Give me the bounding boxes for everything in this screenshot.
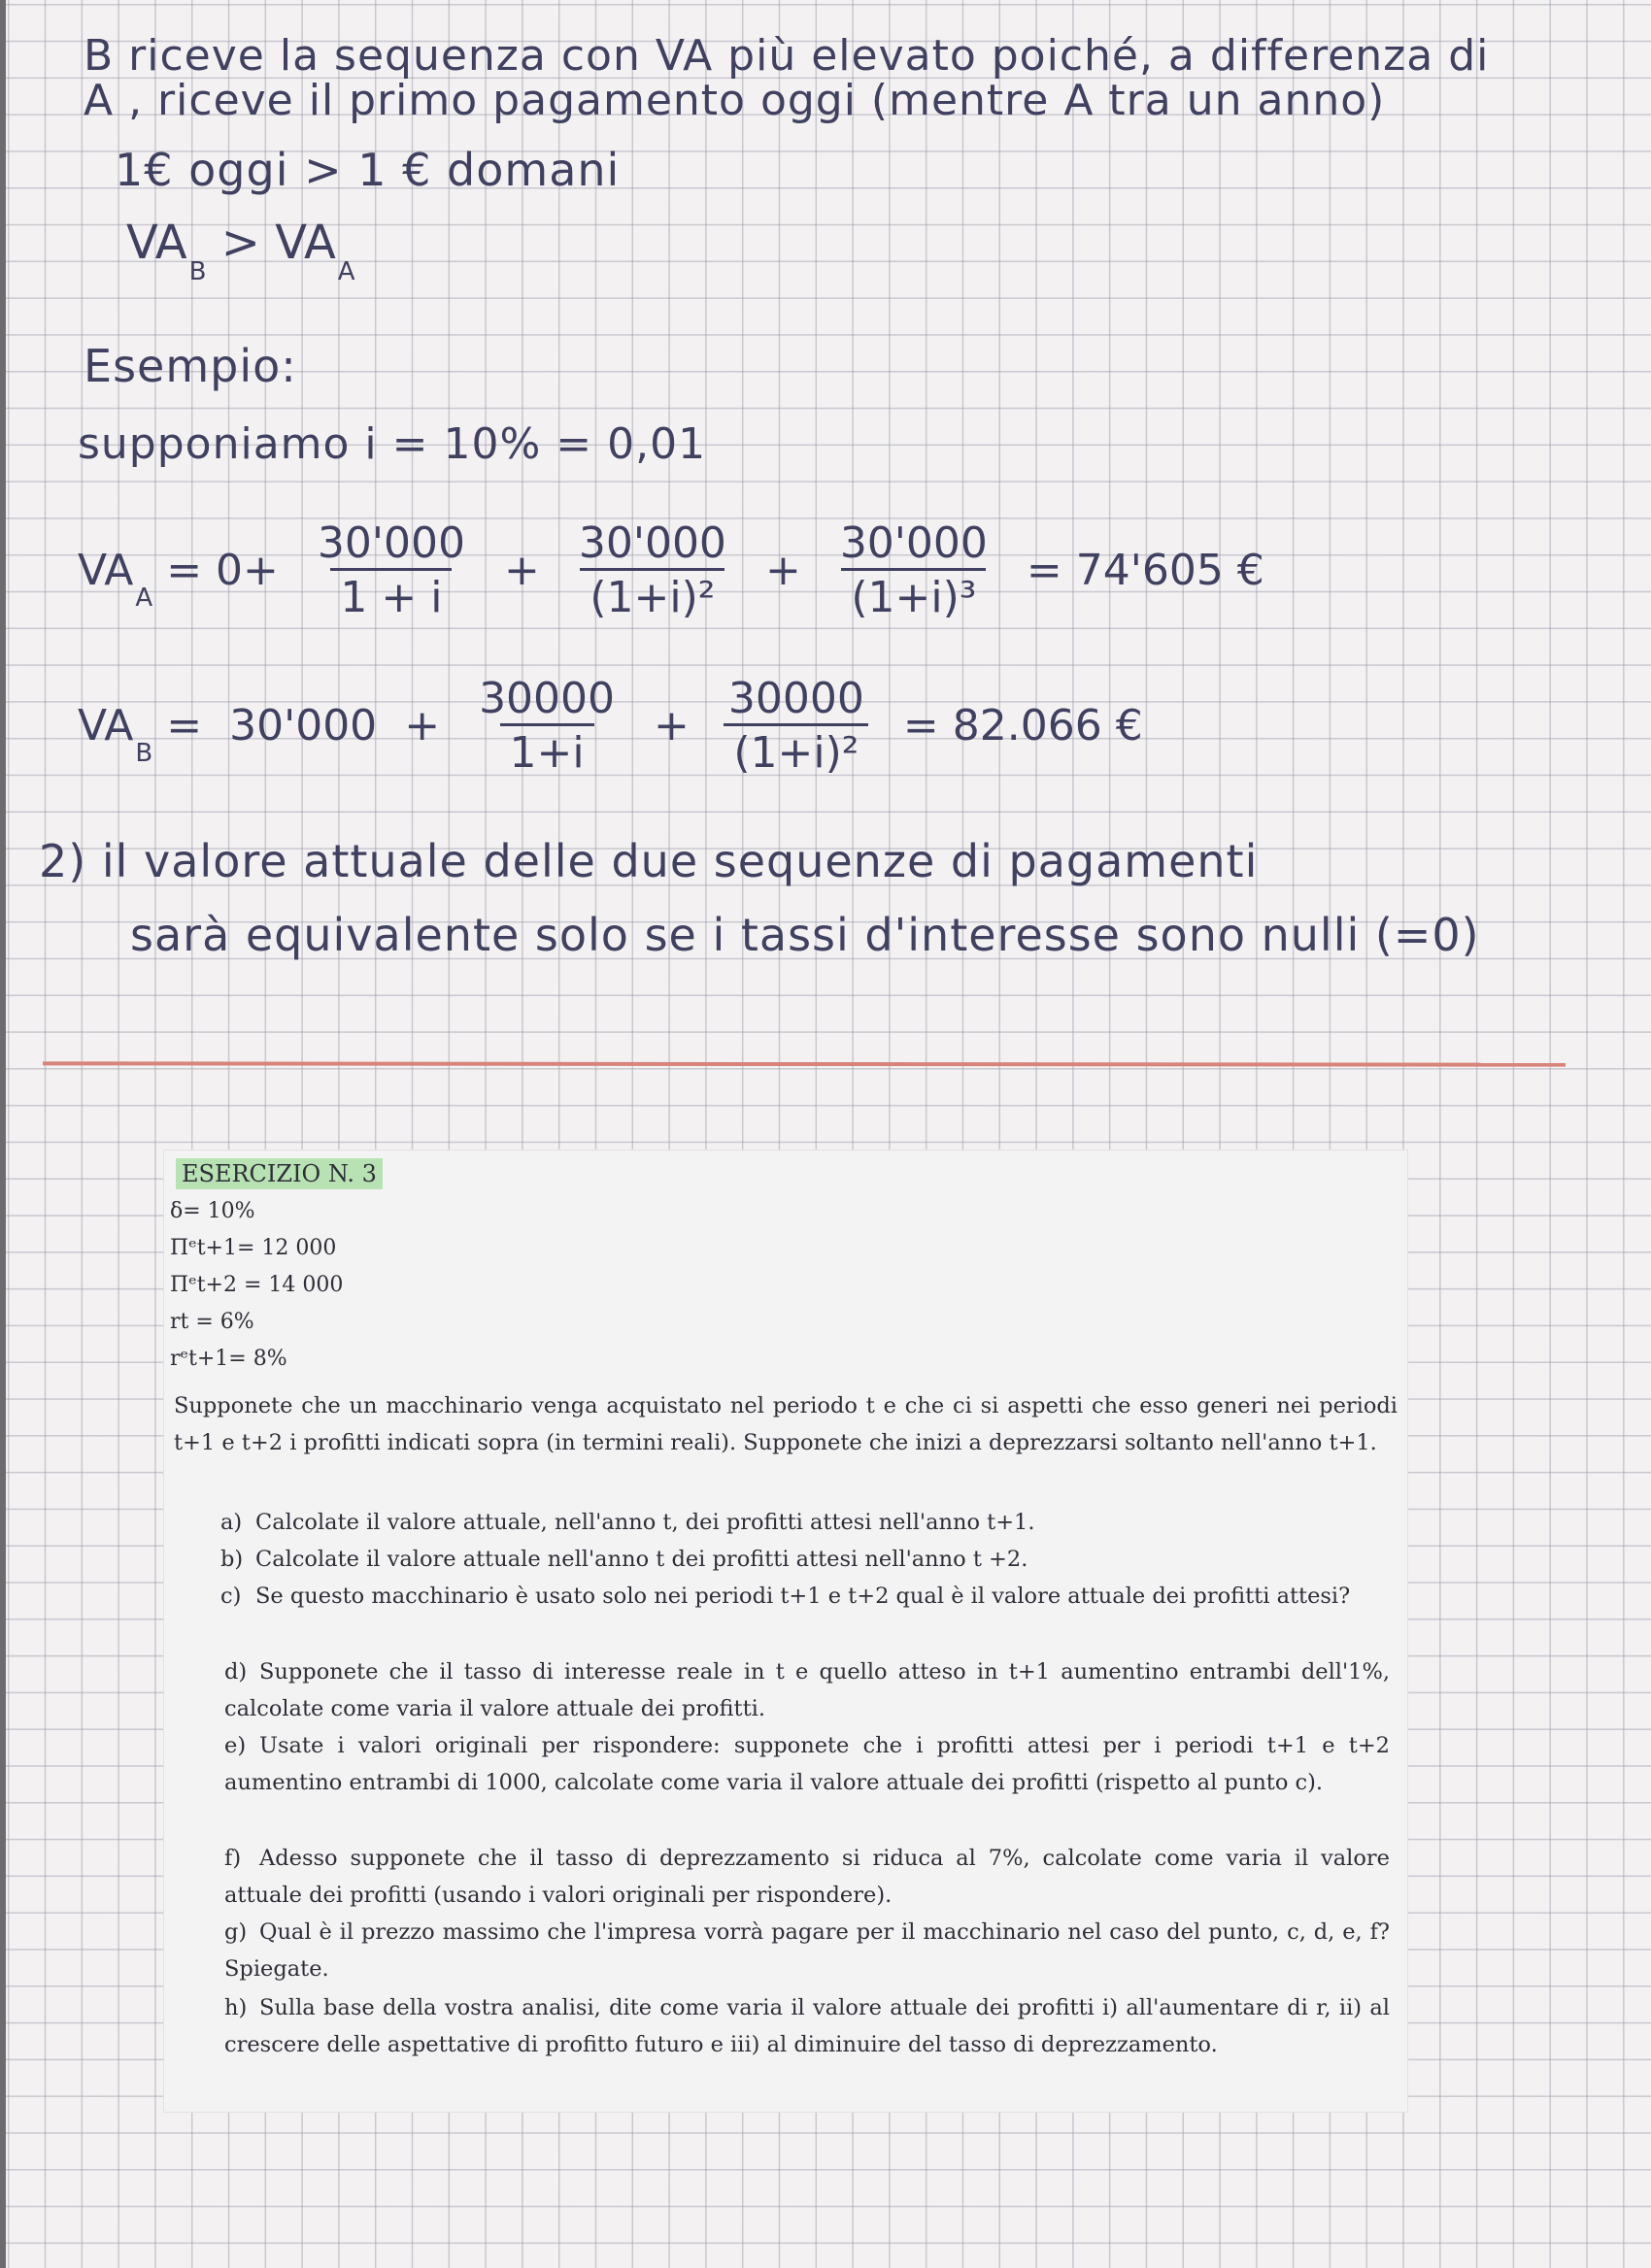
eq-b-fraction-2: $\frac{30000}{\text{(1+i)²}}$ [721, 674, 872, 778]
given-rate-t1: rᵉt+1= 8% [170, 1347, 287, 1371]
eq-b-first-term: 30'000 [229, 701, 378, 750]
exercise-title: ESERCIZIO N. 3 [176, 1158, 383, 1189]
eq-a-plus-1: + [503, 546, 540, 595]
question-a: a) Calcolate il valore attuale, nell'anno t, dei profitti attesi nell'anno t+1. [220, 1510, 1035, 1535]
assumption-line: supponiamo i = 10% = 0,01 [78, 419, 707, 469]
note-2-line-2: sarà equivalente solo se i tassi d'interesse sono nulli (=0) [130, 909, 1480, 961]
given-profit-t1: Πᵉt+1= 12 000 [170, 1236, 337, 1260]
eq-b-fraction-1: $\frac{30000}{1+i}$ [479, 674, 616, 778]
note-2-line-1: 2) il valore attuale delle due sequenze di pagamenti [39, 835, 1259, 887]
greater-than: > [206, 216, 276, 270]
eq-b-result: = 82.066 € [902, 701, 1143, 750]
eq-b-lhs: $VA_B$ [78, 701, 153, 768]
question-h: h) Sulla base della vostra analisi, dite come varia il valore attuale dei profitti i) all'aumentare di r, ii) al crescere delle aspettative di profitto futuro e iii) al diminuire del tasso di deprezzamento. [224, 1995, 1390, 2057]
eq-a-fraction-2: $\frac{30'000}{\text{(1+i)²}}$ [578, 518, 726, 622]
note-line-1: B riceve la sequenza con VA più elevato poiché, a differenza di [84, 31, 1490, 81]
va-a-subscript: A [337, 257, 355, 286]
eq-b-plus-2: + [654, 701, 690, 750]
eq-a-equals: = 0+ [166, 546, 279, 595]
eq-a-plus-2: + [764, 546, 801, 595]
question-c: c) Se questo macchinario è usato solo nei periodi t+1 e t+2 qual è il valore attuale dei profitti attesi? [220, 1584, 1351, 1609]
va-b-subscript: B [188, 257, 207, 286]
note-line-3: 1€ oggi > 1 € domani [115, 144, 621, 196]
eq-a-fraction-1: $\frac{30'000}{1 + i}$ [317, 518, 465, 622]
given-depreciation: δ= 10% [170, 1199, 255, 1223]
esempio-heading: Esempio: [84, 340, 297, 392]
eq-a-result: = 74'605 € [1026, 546, 1264, 595]
question-b: b) Calcolate il valore attuale nell'anno t dei profitti attesi nell'anno t +2. [220, 1547, 1028, 1572]
eq-a-lhs: $VA_A$ [78, 546, 153, 613]
va-b-label: VA [126, 216, 187, 270]
eq-b-plus-1: + [404, 701, 441, 750]
eq-a-fraction-3: $\frac{30'000}{\text{(1+i)³}}$ [839, 518, 988, 622]
page-edge-shadow [0, 0, 6, 2268]
question-e: e) Usate i valori originali per rispondere: supponete che i profitti attesi per i periodi t+1 e t+2 aumentino entrambi di 1000, calcolate come varia il valore attuale dei profitti (rispetto al punto c). [224, 1733, 1390, 1795]
given-profit-t2: Πᵉt+2 = 14 000 [170, 1273, 344, 1297]
va-a-label: VA [275, 216, 336, 270]
equation-va-b [78, 674, 1157, 778]
note-line-2: A , riceve il primo pagamento oggi (mentre A tra un anno) [84, 76, 1386, 125]
red-divider-line [43, 1061, 1566, 1066]
eq-b-equals: = [166, 701, 203, 750]
question-d: d) Supponete che il tasso di interesse reale in t e quello atteso in t+1 aumentino entrambi dell'1%, calcolate come varia il valore attuale dei profitti. [224, 1659, 1390, 1721]
va-comparison [126, 216, 355, 286]
given-rate-t: rt = 6% [170, 1310, 254, 1334]
question-g: g) Qual è il prezzo massimo che l'impresa vorrà pagare per il macchinario nel caso del punto, c, d, e, f? Spiegate. [224, 1919, 1390, 1982]
question-f: f) Adesso supponete che il tasso di deprezzamento si riduca al 7%, calcolate come varia il valore attuale dei profitti (usando i valori originali per rispondere). [224, 1846, 1390, 1908]
equation-va-a [78, 518, 1278, 622]
printed-exercise-sheet [163, 1150, 1408, 2113]
exercise-intro: Supponete che un macchinario venga acquistato nel periodo t e che ci si aspetti che esso generi nei periodi t+1 e t+2 i profitti indicati sopra (in termini reali). Supponete che inizi a deprezzarsi soltanto nell'anno t+1. [174, 1393, 1398, 1455]
